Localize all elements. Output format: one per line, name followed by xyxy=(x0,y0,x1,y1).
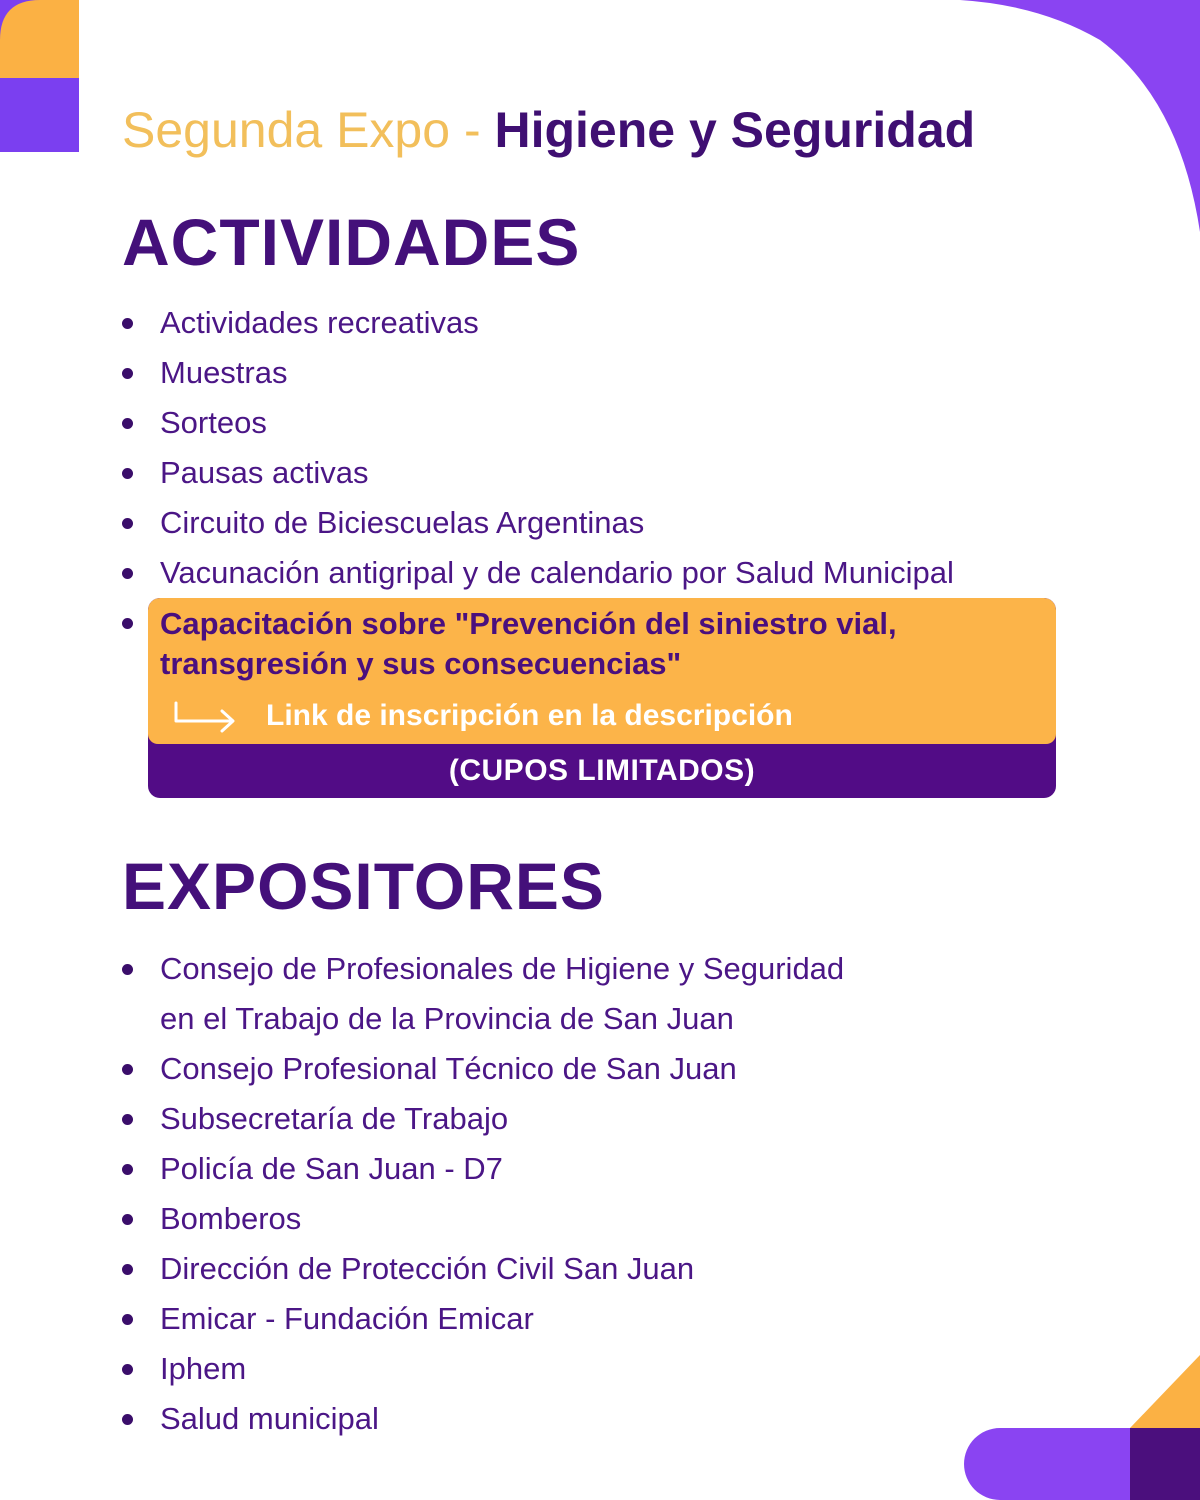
list-item: Pausas activas xyxy=(122,448,954,498)
list-item: Subsecretaría de Trabajo xyxy=(122,1094,844,1144)
arrow-return-icon xyxy=(172,699,238,733)
list-item: Dirección de Protección Civil San Juan xyxy=(122,1244,844,1294)
registration-link[interactable] xyxy=(172,696,793,736)
list-item: Bomberos xyxy=(122,1194,844,1244)
actividades-list xyxy=(122,298,954,598)
list-item: Iphem xyxy=(122,1344,844,1394)
list-item: Salud municipal xyxy=(122,1394,844,1444)
expositores-list xyxy=(122,944,844,1444)
header-event-name: Segunda Expo - xyxy=(122,102,495,158)
list-item: Emicar - Fundación Emicar xyxy=(122,1294,844,1344)
list-item: Actividades recreativas xyxy=(122,298,954,348)
training-title-line2: transgresión y sus consecuencias" xyxy=(160,646,682,681)
top-left-decoration xyxy=(0,0,80,152)
header-topic: Higiene y Seguridad xyxy=(494,102,976,158)
highlight-bullet xyxy=(122,618,133,629)
list-item-continuation: en el Trabajo de la Provincia de San Juan xyxy=(160,1001,734,1036)
training-title-line1: Capacitación sobre "Prevención del siniestro vial, xyxy=(160,606,897,641)
event-header xyxy=(122,100,975,160)
training-highlight-top xyxy=(148,598,1056,744)
list-item: Consejo Profesional Técnico de San Juan xyxy=(122,1044,844,1094)
expositores-title: EXPOSITORES xyxy=(122,849,605,923)
list-item: Circuito de Biciescuelas Argentinas xyxy=(122,498,954,548)
limited-spots-badge: (CUPOS LIMITADOS) xyxy=(448,754,756,787)
list-item: Policía de San Juan - D7 xyxy=(122,1144,844,1194)
training-highlight-card xyxy=(148,598,1056,798)
training-title xyxy=(160,604,1040,684)
list-item: Vacunación antigripal y de calendario por Salud Municipal xyxy=(122,548,954,598)
list-item: Muestras xyxy=(122,348,954,398)
actividades-title: ACTIVIDADES xyxy=(122,205,581,279)
bottom-right-decoration xyxy=(955,1355,1200,1500)
registration-link-text: Link de inscripción en la descripción xyxy=(266,699,793,732)
list-item: Sorteos xyxy=(122,398,954,448)
list-item: Consejo de Profesionales de Higiene y Seguridad xyxy=(122,944,844,994)
